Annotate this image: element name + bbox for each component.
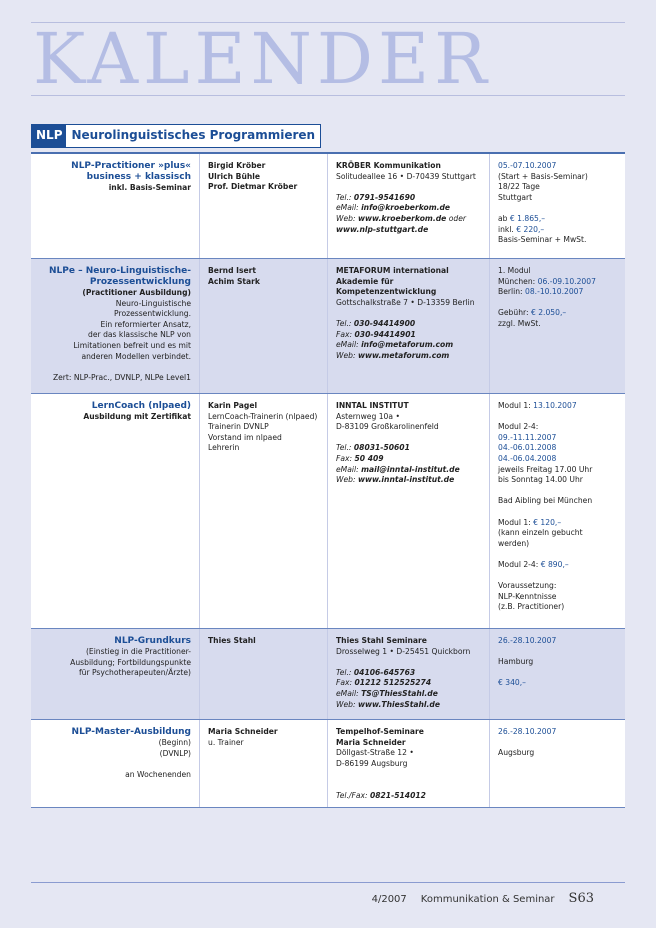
- course-description: Zert: NLP-Prac., DVNLP, NLPe Level1: [52, 372, 191, 382]
- spacer: [39, 759, 191, 770]
- provider-name-2: Maria Schneider: [336, 737, 406, 747]
- provider-address: D-83109 Großkarolinenfeld: [336, 422, 439, 432]
- contact-label: Fax:: [336, 453, 353, 463]
- spacer: [336, 657, 481, 668]
- course-title: business + klassisch: [86, 172, 191, 182]
- spacer: [498, 738, 617, 749]
- course-description: der das klassische NLP von: [88, 330, 191, 340]
- provider-cell: [328, 259, 490, 393]
- date-text: 1. Modul: [498, 266, 531, 275]
- spacer: [498, 549, 617, 560]
- contact-label: Fax:: [336, 329, 353, 339]
- date-text: (z.B. Practitioner): [498, 602, 565, 612]
- dates-cell: [490, 259, 625, 393]
- contact-value: 0791-9541690: [353, 192, 416, 202]
- course-description: Neuro-Linguistische: [115, 298, 191, 308]
- course-subtitle: (Practitioner Ausbildung): [82, 288, 191, 297]
- date-text: Bad Aibling bei München: [498, 496, 593, 506]
- contact-label: Tel.:: [336, 192, 352, 202]
- date-text: werden): [498, 538, 530, 548]
- dates-cell: [490, 720, 625, 807]
- date-text: bis Sonntag 14.00 Uhr: [498, 475, 583, 485]
- spacer: [498, 507, 617, 518]
- course-description: für Psychotherapeuten/Ärzte): [78, 668, 191, 678]
- date-text: NLP-Kenntnisse: [498, 591, 557, 601]
- contact-line: [336, 780, 481, 791]
- contact-line: [336, 668, 481, 679]
- contact-value: 0821-514012: [369, 790, 426, 800]
- date-line: [498, 727, 617, 738]
- contact-value: www.inntal-institut.de: [357, 475, 455, 485]
- footer-magazine: Kommunikation & Seminar: [420, 894, 555, 905]
- spacer: [336, 308, 481, 319]
- footer-issue: 4/2007: [371, 894, 407, 905]
- contact-line: [336, 319, 481, 330]
- contact-line: [336, 351, 481, 362]
- date-value: 13.10.2007: [533, 401, 577, 410]
- date-value: 05.-07.10.2007: [498, 161, 557, 170]
- date-text: Augsburg: [498, 748, 535, 758]
- contact-label: Web:: [336, 350, 356, 360]
- contact-line: [336, 475, 481, 486]
- contact-label: Tel.:: [336, 667, 352, 677]
- date-line: [498, 602, 617, 613]
- date-line: [498, 225, 617, 236]
- course-cell: [31, 259, 200, 393]
- date-line: [498, 266, 617, 277]
- course-description: Limitationen befreit und es mit: [73, 340, 191, 350]
- date-line: [498, 161, 617, 172]
- course-cell: [31, 720, 200, 807]
- footer: [372, 891, 594, 906]
- date-line: [498, 581, 617, 592]
- contact-value: mail@inntal-institut.de: [361, 464, 460, 474]
- contact-value: www.metaforum.com: [357, 350, 450, 360]
- course-description: (Einstieg in die Practitioner-: [85, 647, 191, 656]
- dates-cell: [490, 154, 625, 258]
- contact-line: [336, 443, 481, 454]
- date-line: [498, 235, 617, 246]
- spacer: [498, 298, 617, 309]
- date-line: [498, 748, 617, 759]
- date-line: [498, 560, 617, 571]
- contact-line: [336, 465, 481, 476]
- contact-value: 01212 512525274: [354, 678, 432, 688]
- date-line: [498, 308, 617, 319]
- trainer-name: Lehrerin: [208, 443, 240, 453]
- spacer: [39, 362, 191, 373]
- contact-line: [336, 330, 481, 341]
- table-row: [31, 394, 625, 629]
- contact-line: [336, 700, 481, 711]
- course-description: (Beginn): [158, 738, 191, 747]
- provider-address: Gottschalkstraße 7 • D-13359 Berlin: [336, 297, 475, 307]
- provider-name: INNTAL INSTITUT: [336, 401, 409, 410]
- trainer-cell: [200, 629, 328, 719]
- trainer-name: u. Trainer: [208, 737, 244, 747]
- dates-cell: [490, 394, 625, 628]
- date-value: 06.-09.10.2007: [537, 276, 596, 286]
- course-cell: [31, 629, 200, 719]
- date-value: € 2.050,–: [530, 308, 567, 318]
- date-line: [498, 475, 617, 486]
- contact-line: [336, 193, 481, 204]
- table-row: [31, 629, 625, 720]
- section-code: NLP: [32, 125, 66, 147]
- section-name: Neurolinguistisches Programmieren: [71, 128, 316, 142]
- contact-connector: oder: [448, 213, 466, 223]
- course-title: LernCoach (nlpaed): [91, 401, 191, 411]
- contact-value: 030-94414900: [353, 318, 416, 328]
- contact-value: www.nlp-stuttgart.de: [336, 224, 429, 234]
- contact-value: TS@ThiesStahl.de: [361, 688, 438, 698]
- dates-cell: [490, 629, 625, 719]
- date-text: ab: [498, 213, 510, 223]
- provider-cell: [328, 720, 490, 807]
- provider-cell: [328, 629, 490, 719]
- course-title: NLP-Grundkurs: [114, 636, 191, 646]
- trainer-name: Thies Stahl: [208, 636, 256, 645]
- date-line: [498, 496, 617, 507]
- contact-label: eMail:: [336, 688, 359, 698]
- spacer: [336, 769, 481, 780]
- date-line: [498, 433, 617, 444]
- course-subtitle: inkl. Basis-Seminar: [108, 183, 191, 192]
- date-line: [498, 287, 617, 298]
- date-text: Modul 2-4:: [498, 422, 539, 432]
- contact-value: info@kroeberkom.de: [361, 203, 451, 213]
- course-description: an Wochenenden: [125, 769, 191, 779]
- spacer: [498, 203, 617, 214]
- trainer-name: Bernd Isert: [208, 266, 257, 275]
- footer-rule: [31, 882, 625, 883]
- trainer-name: Birgid Kröber: [208, 161, 266, 170]
- date-text: Modul 1:: [498, 517, 534, 527]
- date-line: [498, 528, 617, 539]
- date-text: München:: [498, 276, 538, 286]
- course-description: (DVNLP): [159, 748, 191, 758]
- provider-cell: [328, 394, 490, 628]
- table-row: [31, 720, 625, 808]
- contact-line: [336, 203, 481, 214]
- contact-value: 030-94414901: [354, 329, 416, 339]
- trainer-name: Achim Stark: [208, 276, 260, 286]
- date-line: [498, 454, 617, 465]
- spacer: [498, 486, 617, 497]
- course-subtitle: Ausbildung mit Zertifikat: [83, 412, 191, 421]
- contact-label: Tel.:: [336, 443, 352, 453]
- date-value: € 890,–: [540, 559, 569, 569]
- date-value: € 120,–: [533, 517, 562, 527]
- date-text: Voraussetzung:: [498, 581, 557, 591]
- table-row: [31, 259, 625, 394]
- contact-label: eMail:: [336, 203, 359, 213]
- contact-line: [336, 214, 481, 225]
- contact-label: Tel./Fax:: [336, 790, 368, 800]
- trainer-name: Vorstand im nlpaed: [208, 432, 282, 442]
- course-description: Prozessentwicklung.: [114, 309, 191, 319]
- contact-value: 04106-645763: [353, 667, 416, 677]
- date-value: € 1.865,–: [509, 213, 546, 223]
- contact-label: Web:: [336, 699, 356, 709]
- trainer-name: Maria Schneider: [208, 727, 278, 736]
- date-value: 09.-11.11.2007: [498, 432, 557, 442]
- section-header: [31, 124, 321, 148]
- date-text: Modul 1:: [498, 401, 534, 410]
- date-value: 26.-28.10.2007: [498, 727, 557, 736]
- course-cell: [31, 154, 200, 258]
- page-title: KALENDER: [33, 18, 492, 100]
- course-title: NLP-Master-Ausbildung: [71, 727, 191, 737]
- provider-name: Tempelhof-Seminare: [336, 727, 424, 736]
- course-title: NLPe – Neuro-Linguistische-: [49, 266, 191, 276]
- course-title: NLP-Practitioner »plus«: [71, 161, 191, 171]
- date-line: [498, 592, 617, 603]
- provider-address: Solitudeallee 16 • D-70439 Stuttgart: [336, 171, 476, 181]
- trainer-name: Trainerin DVNLP: [208, 422, 269, 432]
- date-line: [498, 443, 617, 454]
- spacer: [336, 182, 481, 193]
- spacer: [498, 412, 617, 423]
- spacer: [498, 668, 617, 679]
- date-line: [498, 636, 617, 647]
- contact-label: eMail:: [336, 464, 359, 474]
- date-value: 04.-06.04.2008: [498, 453, 557, 463]
- date-text: (Start + Basis-Seminar): [498, 171, 588, 181]
- date-value: € 340,–: [498, 678, 526, 688]
- contact-label: eMail:: [336, 340, 359, 350]
- date-line: [498, 193, 617, 204]
- date-text: inkl.: [498, 224, 517, 234]
- provider-name: METAFORUM international: [336, 266, 449, 275]
- trainer-name: Karin Pagel: [208, 401, 258, 410]
- spacer: [498, 571, 617, 582]
- contact-line: [336, 225, 481, 236]
- trainer-cell: [200, 720, 328, 807]
- date-line: [498, 678, 617, 689]
- contact-line: [336, 678, 481, 689]
- contact-value: 50 409: [354, 453, 384, 463]
- provider-name: Thies Stahl Seminare: [336, 636, 427, 645]
- date-text: Berlin:: [498, 287, 526, 297]
- date-value: 26.-28.10.2007: [498, 636, 557, 645]
- contact-label: Fax:: [336, 678, 353, 688]
- contact-label: Web:: [336, 475, 356, 485]
- date-text: Modul 2-4:: [498, 559, 541, 569]
- date-line: [498, 422, 617, 433]
- date-text: Hamburg: [498, 657, 534, 667]
- date-text: jeweils Freitag 17.00 Uhr: [498, 464, 593, 474]
- contact-line: [336, 454, 481, 465]
- contact-value: info@metaforum.com: [361, 340, 454, 350]
- course-cell: [31, 394, 200, 628]
- calendar-table: [31, 152, 625, 808]
- contact-line: [336, 340, 481, 351]
- date-text: (kann einzeln gebucht: [498, 528, 583, 538]
- date-line: [498, 172, 617, 183]
- trainer-name: Prof. Dietmar Kröber: [208, 182, 298, 192]
- provider-name-2: Akademie für Kompetenzentwicklung: [336, 276, 437, 297]
- date-line: [498, 401, 617, 412]
- date-text: 18/22 Tage: [498, 182, 540, 192]
- date-line: [498, 465, 617, 476]
- date-line: [498, 319, 617, 330]
- provider-cell: [328, 154, 490, 258]
- trainer-cell: [200, 259, 328, 393]
- date-value: 04.-06.01.2008: [498, 443, 557, 453]
- contact-value: www.kroeberkom.de: [357, 213, 447, 223]
- date-line: [498, 518, 617, 529]
- date-line: [498, 214, 617, 225]
- date-line: [498, 657, 617, 668]
- provider-address: Drosselweg 1 • D-25451 Quickborn: [336, 646, 471, 656]
- trainer-cell: [200, 154, 328, 258]
- contact-line: [336, 791, 481, 802]
- provider-name: KRÖBER Kommunikation: [336, 161, 441, 170]
- date-line: [498, 182, 617, 193]
- course-description: Ausbildung; Fortbildungspunkte: [70, 657, 191, 667]
- course-description: anderen Modellen verbindet.: [81, 351, 191, 361]
- date-text: Basis-Seminar + MwSt.: [498, 235, 587, 245]
- spacer: [336, 433, 481, 444]
- spacer: [498, 647, 617, 658]
- contact-value: www.ThiesStahl.de: [357, 699, 440, 709]
- date-line: [498, 277, 617, 288]
- table-row: [31, 154, 625, 259]
- provider-address: Asternweg 10a •: [336, 411, 400, 421]
- footer-page-number: S63: [568, 891, 594, 906]
- provider-address: Döllgast-Straße 12 •: [336, 748, 414, 758]
- date-text: Gebühr:: [498, 308, 531, 318]
- contact-value: 08031-50601: [353, 443, 410, 453]
- title-rule: [31, 95, 625, 96]
- date-text: Stuttgart: [498, 192, 533, 202]
- date-text: zzgl. MwSt.: [498, 318, 541, 328]
- contact-label: Web:: [336, 213, 356, 223]
- contact-line: [336, 689, 481, 700]
- trainer-cell: [200, 394, 328, 628]
- contact-label: Tel.:: [336, 318, 352, 328]
- provider-address: D-86199 Augsburg: [336, 758, 408, 768]
- course-title: Prozessentwicklung: [89, 277, 191, 287]
- date-line: [498, 539, 617, 550]
- trainer-name: LernCoach-Trainerin (nlpaed): [208, 411, 318, 421]
- date-value: € 220,–: [516, 224, 545, 234]
- course-description: Ein reformierter Ansatz,: [100, 319, 191, 329]
- trainer-name: Ulrich Bühle: [208, 171, 261, 181]
- date-value: 08.-10.10.2007: [525, 287, 584, 297]
